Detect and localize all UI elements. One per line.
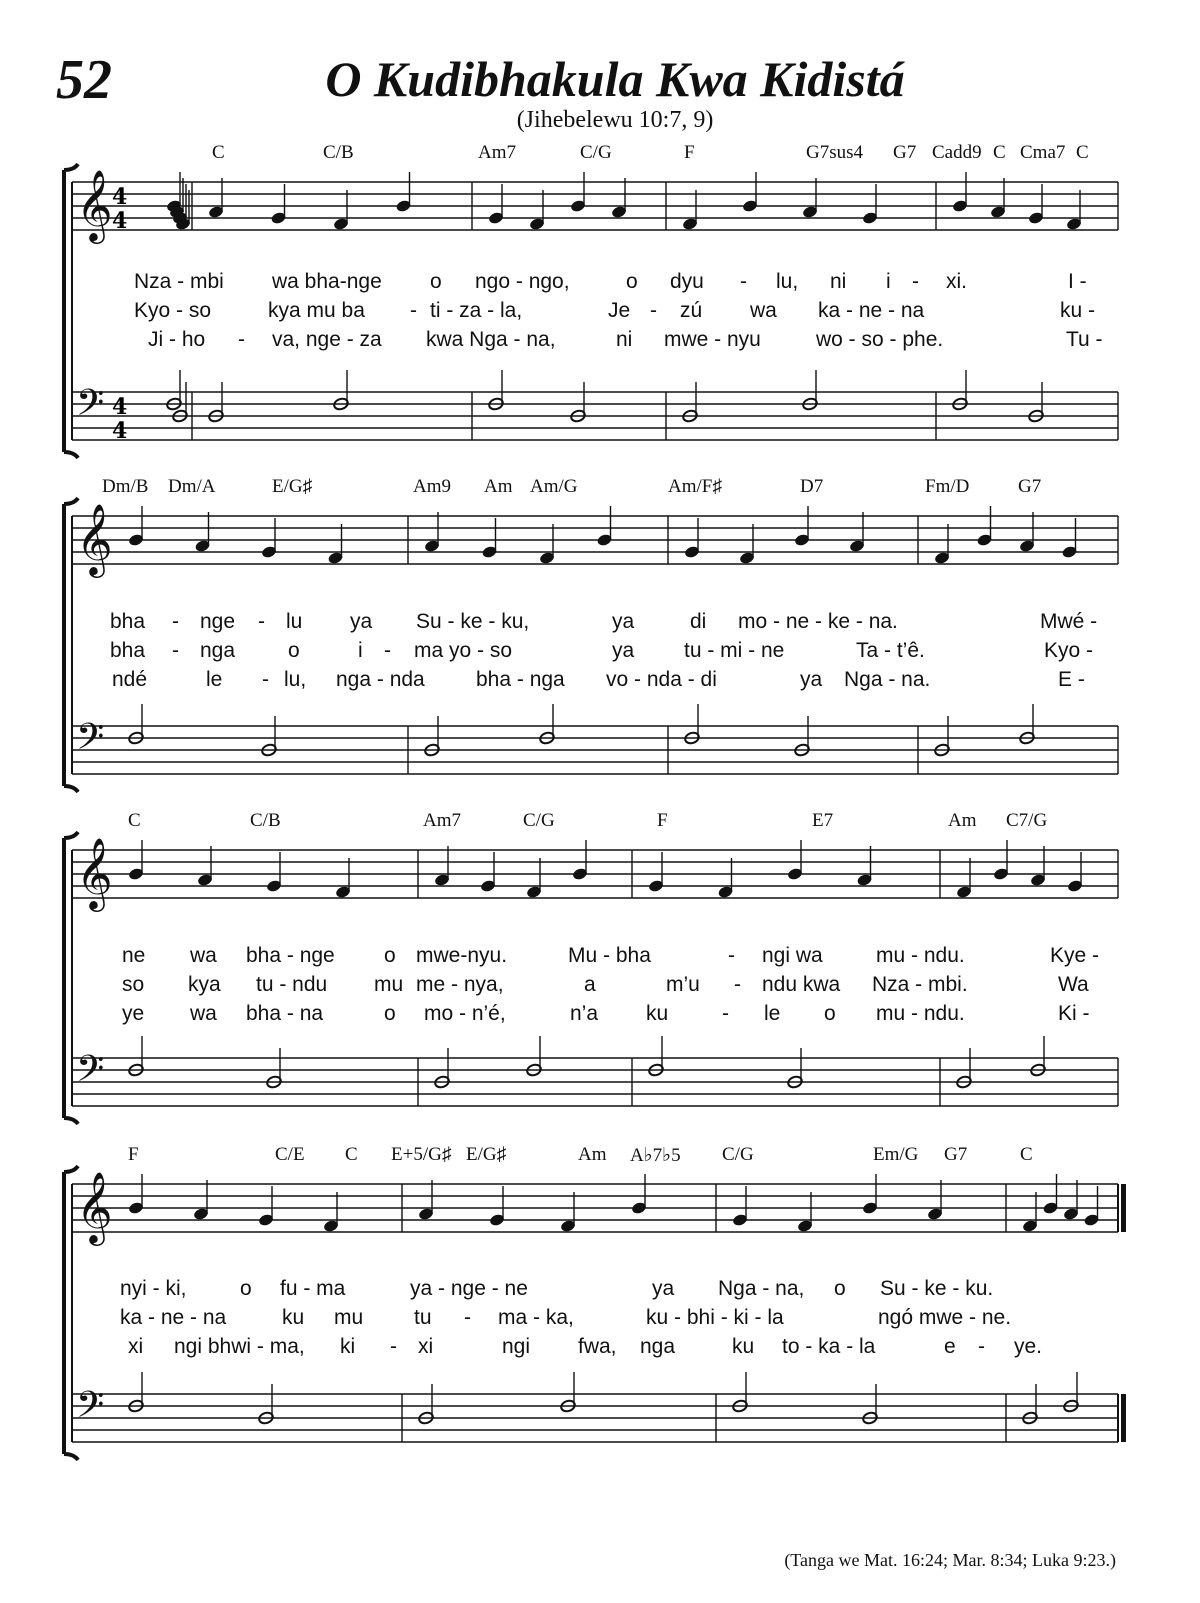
lyric-syllable: vo - nda - di bbox=[606, 668, 717, 691]
lyric-syllable: o bbox=[384, 1002, 396, 1025]
lyric-syllable: bha bbox=[110, 610, 146, 633]
lyric-syllable: le bbox=[206, 668, 223, 691]
lyric-syllable: ye. bbox=[1014, 1335, 1043, 1358]
lyric-syllable: ku bbox=[282, 1306, 305, 1329]
lyric-syllable: Kyo - so bbox=[134, 299, 212, 322]
lyric-syllable: ya bbox=[652, 1277, 675, 1300]
lyric-syllable: ngó mwe - ne. bbox=[878, 1306, 1012, 1329]
lyric-syllable: ni bbox=[830, 270, 847, 293]
lyric-syllable: ngi wa bbox=[762, 944, 823, 967]
lyric-syllable: mo - n’é, bbox=[424, 1002, 506, 1025]
bass-clef: 𝄢 bbox=[76, 716, 105, 767]
lyric-syllable: ti - za - la, bbox=[430, 299, 523, 322]
chord: G7 bbox=[893, 142, 917, 163]
lyric-line bbox=[0, 1306, 1200, 1334]
lyric-syllable: ya bbox=[612, 610, 635, 633]
chord: C bbox=[345, 1144, 358, 1165]
lyric-line bbox=[0, 610, 1200, 638]
lyric-syllable: ya - nge - ne bbox=[410, 1277, 528, 1300]
chord: Am7 bbox=[423, 810, 461, 831]
chord: G7 bbox=[944, 1144, 968, 1165]
lyric-syllable: xi bbox=[128, 1335, 144, 1358]
lyric-syllable: me - nya, bbox=[416, 973, 504, 996]
lyric-syllable: kwa Nga - na, bbox=[426, 328, 556, 351]
lyric-syllable: wa bbox=[750, 299, 777, 322]
lyric-syllable: wa bbox=[190, 944, 217, 967]
lyric-syllable: ya bbox=[350, 610, 373, 633]
lyric-syllable: tu bbox=[414, 1306, 432, 1329]
chord: C bbox=[993, 142, 1006, 163]
lyric-syllable: kya bbox=[188, 973, 221, 996]
treble-clef: 𝄞 bbox=[76, 1170, 113, 1243]
chord: Am bbox=[484, 476, 513, 497]
lyric-syllable: - bbox=[912, 270, 919, 293]
lyric-syllable: Su - ke - ku, bbox=[416, 610, 530, 633]
lyric-syllable: lu, bbox=[776, 270, 799, 293]
chord: Cma7 bbox=[1020, 142, 1066, 163]
lyric-syllable: o bbox=[384, 944, 396, 967]
treble-clef: 𝄞 bbox=[76, 836, 113, 909]
lyric-syllable: nge bbox=[200, 610, 236, 633]
lyric-line bbox=[0, 944, 1200, 972]
lyric-syllable: - bbox=[410, 299, 417, 322]
lyric-syllable: so bbox=[122, 973, 145, 996]
chord: D7 bbox=[800, 476, 824, 497]
time-signature-bottom: 4 bbox=[112, 418, 128, 444]
time-signature-bottom: 4 bbox=[112, 208, 128, 234]
lyric-syllable: - bbox=[238, 328, 245, 351]
lyric-syllable: ma yo - so bbox=[414, 639, 513, 662]
lyric-syllable: nga - nda bbox=[336, 668, 425, 691]
lyric-syllable: Kyo - bbox=[1044, 639, 1094, 662]
lyric-syllable: tu - ndu bbox=[256, 973, 328, 996]
chord: F bbox=[128, 1144, 139, 1165]
lyric-syllable: o bbox=[240, 1277, 252, 1300]
lyric-line bbox=[0, 668, 1200, 696]
lyric-syllable: bha bbox=[110, 639, 146, 662]
lyric-syllable: - bbox=[722, 1002, 729, 1025]
lyric-syllable: I - bbox=[1068, 270, 1087, 293]
chord: Fm/D bbox=[925, 476, 970, 497]
lyric-syllable: xi bbox=[418, 1335, 434, 1358]
lyric-syllable: - bbox=[262, 668, 269, 691]
chord: C/E bbox=[275, 1144, 305, 1165]
lyric-syllable: Tu - bbox=[1066, 328, 1103, 351]
lyric-line bbox=[0, 1277, 1200, 1305]
lyric-syllable: mwe - nyu bbox=[664, 328, 761, 351]
lyric-syllable: i bbox=[886, 270, 891, 293]
chord: Am/F♯ bbox=[668, 476, 722, 497]
lyric-syllable: nyi - ki, bbox=[120, 1277, 187, 1300]
bass-clef: 𝄢 bbox=[76, 1048, 105, 1099]
treble-clef: 𝄞 bbox=[76, 502, 113, 575]
lyric-line bbox=[0, 973, 1200, 1001]
chord: E7 bbox=[812, 810, 834, 831]
chord: Am/G bbox=[530, 476, 578, 497]
time-signature-top: 4 bbox=[112, 394, 128, 420]
chord: C/G bbox=[580, 142, 612, 163]
scripture-reference: (Jihebelewu 10:7, 9) bbox=[516, 107, 714, 133]
chord: F bbox=[684, 142, 695, 163]
lyric-line bbox=[0, 639, 1200, 667]
chord: C/B bbox=[250, 810, 281, 831]
lyric-syllable: dyu bbox=[670, 270, 704, 293]
lyric-syllable: - bbox=[464, 1306, 471, 1329]
chord: A♭7♭5 bbox=[630, 1145, 681, 1166]
lyric-syllable: ku - bbox=[1060, 299, 1096, 322]
lyric-syllable: o bbox=[430, 270, 442, 293]
final-barline bbox=[1121, 1394, 1126, 1442]
lyric-syllable: ka - ne - na bbox=[818, 299, 925, 322]
lyric-syllable: mu bbox=[374, 973, 404, 996]
chord: C bbox=[1020, 1144, 1033, 1165]
lyric-syllable: Su - ke - ku. bbox=[880, 1277, 994, 1300]
lyric-syllable: i bbox=[358, 639, 363, 662]
lyric-syllable: mu - ndu. bbox=[876, 1002, 965, 1025]
lyric-syllable: lu, bbox=[284, 668, 307, 691]
lyric-syllable: Nza - mbi bbox=[134, 270, 224, 293]
chord: Am7 bbox=[478, 142, 516, 163]
chord: C/B bbox=[323, 142, 354, 163]
lyric-syllable: n’a bbox=[570, 1002, 599, 1025]
chord: E/G♯ bbox=[466, 1144, 507, 1165]
lyric-syllable: - bbox=[734, 973, 741, 996]
lyric-syllable: Ji - ho bbox=[148, 328, 206, 351]
chord: Cadd9 bbox=[932, 142, 982, 163]
lyric-line bbox=[0, 1002, 1200, 1030]
lyric-syllable: wa bbox=[190, 1002, 217, 1025]
lyric-syllable: fwa, bbox=[578, 1335, 617, 1358]
lyric-line bbox=[0, 299, 1200, 327]
lyric-syllable: bha - nge bbox=[246, 944, 335, 967]
lyric-syllable: o bbox=[288, 639, 300, 662]
lyric-syllable: - bbox=[172, 610, 179, 633]
lyric-syllable: xi. bbox=[946, 270, 967, 293]
lyric-syllable: ku - bhi - ki - la bbox=[646, 1306, 784, 1329]
chord: E+5/G♯ bbox=[391, 1144, 452, 1165]
lyric-syllable: o bbox=[834, 1277, 846, 1300]
lyric-line bbox=[0, 1335, 1200, 1363]
lyric-syllable: - bbox=[384, 639, 391, 662]
chord: Am bbox=[578, 1144, 607, 1165]
chord: E/G♯ bbox=[272, 476, 313, 497]
lyric-syllable: - bbox=[728, 944, 735, 967]
lyric-syllable: Nga - na, bbox=[718, 1277, 805, 1300]
lyric-syllable: bha - nga bbox=[476, 668, 565, 691]
bass-clef: 𝄢 bbox=[76, 1384, 105, 1435]
chord: G7 bbox=[1018, 476, 1042, 497]
lyric-syllable: e bbox=[944, 1335, 956, 1358]
lyric-syllable: ku bbox=[732, 1335, 755, 1358]
lyric-syllable: to - ka - la bbox=[782, 1335, 876, 1358]
lyric-syllable: o bbox=[626, 270, 638, 293]
chord: C bbox=[128, 810, 141, 831]
chord: Dm/B bbox=[102, 476, 149, 497]
hymn-number: 52 bbox=[56, 49, 112, 111]
lyric-syllable: ma - ka, bbox=[498, 1306, 574, 1329]
chord: C bbox=[1076, 142, 1089, 163]
lyric-syllable: Wa bbox=[1058, 973, 1089, 996]
lyric-syllable: ne bbox=[122, 944, 146, 967]
lyric-syllable: wa bha-nge bbox=[272, 270, 382, 293]
lyric-syllable: - bbox=[258, 610, 265, 633]
lyric-syllable: Mu - bha bbox=[568, 944, 651, 967]
lyric-syllable: ku bbox=[646, 1002, 669, 1025]
lyric-syllable: E - bbox=[1058, 668, 1085, 691]
lyric-syllable: nga bbox=[200, 639, 236, 662]
lyric-syllable: va, nge - za bbox=[272, 328, 382, 351]
lyric-syllable: ki bbox=[340, 1335, 356, 1358]
lyric-syllable: ni bbox=[616, 328, 633, 351]
lyric-syllable: Ta - t’ê. bbox=[856, 639, 925, 662]
lyric-syllable: o bbox=[824, 1002, 836, 1025]
chord: Am bbox=[948, 810, 977, 831]
footer-reference: (Tanga we Mat. 16:24; Mar. 8:34; Luka 9:23.) bbox=[784, 1550, 1116, 1570]
lyric-syllable: ndé bbox=[112, 668, 148, 691]
lyric-syllable: ngo - ngo, bbox=[475, 270, 570, 293]
chord: G7sus4 bbox=[806, 142, 864, 163]
lyric-syllable: tu - mi - ne bbox=[684, 639, 785, 662]
chord: F bbox=[657, 810, 668, 831]
lyric-syllable: ngi bhwi - ma, bbox=[174, 1335, 305, 1358]
chord: C/G bbox=[523, 810, 555, 831]
chord: Am9 bbox=[413, 476, 451, 497]
lyric-syllable: - bbox=[390, 1335, 397, 1358]
lyric-line bbox=[0, 270, 1200, 298]
lyric-syllable: m’u bbox=[666, 973, 700, 996]
chord: Dm/A bbox=[168, 476, 216, 497]
lyric-syllable: Kye - bbox=[1050, 944, 1100, 967]
final-barline bbox=[1121, 1184, 1126, 1232]
lyric-syllable: mu - ndu. bbox=[876, 944, 965, 967]
bass-clef: 𝄢 bbox=[76, 382, 105, 433]
lyric-syllable: Nga - na. bbox=[844, 668, 931, 691]
lyric-syllable: zú bbox=[680, 299, 703, 322]
lyric-syllable: ya bbox=[800, 668, 823, 691]
lyric-syllable: mu bbox=[334, 1306, 364, 1329]
lyric-syllable: ka - ne - na bbox=[120, 1306, 227, 1329]
chord: C7/G bbox=[1006, 810, 1048, 831]
chord: C bbox=[212, 142, 225, 163]
lyric-syllable: - bbox=[172, 639, 179, 662]
lyric-syllable: lu bbox=[286, 610, 303, 633]
treble-clef: 𝄞 bbox=[76, 168, 113, 241]
lyric-syllable: ye bbox=[122, 1002, 145, 1025]
lyric-line bbox=[0, 328, 1200, 356]
lyric-syllable: le bbox=[764, 1002, 781, 1025]
lyric-syllable: mwe-nyu. bbox=[416, 944, 508, 967]
chord: Em/G bbox=[873, 1144, 919, 1165]
lyric-syllable: - bbox=[740, 270, 747, 293]
lyric-syllable: Mwé - bbox=[1040, 610, 1098, 633]
lyric-syllable: di bbox=[690, 610, 707, 633]
lyric-syllable: ngi bbox=[502, 1335, 531, 1358]
lyric-syllable: mo - ne - ke - na. bbox=[738, 610, 898, 633]
lyric-syllable: a bbox=[584, 973, 596, 996]
lyric-syllable: bha - na bbox=[246, 1002, 324, 1025]
lyric-syllable: ya bbox=[612, 639, 635, 662]
lyric-syllable: wo - so - phe. bbox=[816, 328, 944, 351]
hymn-title: O Kudibhakula Kwa Kidistá bbox=[325, 51, 905, 107]
time-signature-top: 4 bbox=[112, 184, 128, 210]
lyric-syllable: Nza - mbi. bbox=[872, 973, 968, 996]
lyric-syllable: - bbox=[650, 299, 657, 322]
chord: C/G bbox=[722, 1144, 754, 1165]
lyric-syllable: kya mu ba bbox=[268, 299, 365, 322]
lyric-syllable: Ki - bbox=[1058, 1002, 1090, 1025]
lyric-syllable: - bbox=[978, 1335, 985, 1358]
lyric-syllable: Je bbox=[608, 299, 631, 322]
lyric-syllable: fu - ma bbox=[280, 1277, 346, 1300]
lyric-syllable: nga bbox=[640, 1335, 676, 1358]
lyric-syllable: ndu kwa bbox=[762, 973, 841, 996]
